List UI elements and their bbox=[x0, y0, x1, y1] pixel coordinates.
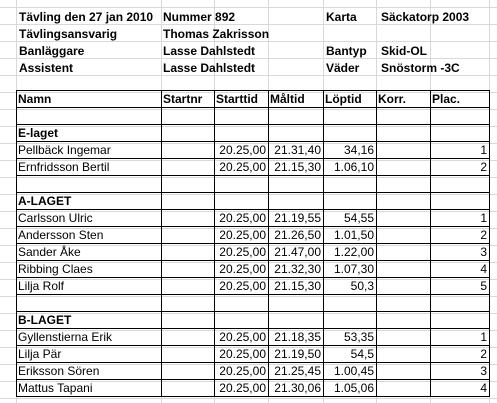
table-cell-correction[interactable] bbox=[378, 227, 428, 243]
table-border-column bbox=[16, 362, 17, 379]
table-cell-starttime[interactable]: 20.25,00 bbox=[219, 245, 266, 259]
table-border-column bbox=[214, 328, 215, 345]
table-border-column bbox=[214, 141, 215, 158]
assistant-label[interactable]: Assistent bbox=[19, 61, 74, 75]
table-border-column bbox=[268, 311, 269, 328]
table-border-column bbox=[16, 107, 17, 124]
table-border-column bbox=[323, 107, 324, 124]
table-border-column bbox=[376, 175, 377, 192]
table-border-column bbox=[268, 362, 269, 379]
table-cell-finishtime[interactable]: 21.32,30 bbox=[274, 262, 321, 276]
table-border-column bbox=[268, 345, 269, 362]
table-border-column bbox=[268, 294, 269, 311]
table-border-row bbox=[16, 107, 490, 108]
table-border-column bbox=[323, 158, 324, 175]
table-border-column bbox=[489, 311, 490, 328]
table-border-column bbox=[376, 362, 377, 379]
table-border-column bbox=[323, 260, 324, 277]
table-cell-startnr[interactable] bbox=[163, 244, 212, 260]
table-border-column bbox=[376, 345, 377, 362]
table-cell-finishtime[interactable]: 21.26,50 bbox=[274, 228, 321, 242]
table-border-column bbox=[430, 294, 431, 311]
table-border-column bbox=[161, 124, 162, 141]
table-cell-runtime[interactable]: 1.05,06 bbox=[333, 381, 374, 395]
table-border-column bbox=[376, 107, 377, 124]
table-border-column bbox=[161, 277, 162, 294]
table-cell-correction[interactable] bbox=[378, 278, 428, 294]
table-cell-correction[interactable] bbox=[378, 329, 428, 345]
table-border-column bbox=[489, 90, 490, 107]
table-border-column bbox=[16, 124, 17, 141]
table-border-column bbox=[430, 362, 431, 379]
table-border-column bbox=[376, 158, 377, 175]
table-cell-name[interactable]: Andersson Sten bbox=[18, 228, 104, 242]
table-border-column bbox=[323, 345, 324, 362]
table-border-column bbox=[161, 379, 162, 396]
table-border-column bbox=[376, 328, 377, 345]
table-border-column bbox=[161, 107, 162, 124]
table-cell-finishtime[interactable]: 21.15,30 bbox=[274, 279, 321, 293]
table-border-column bbox=[16, 277, 17, 294]
table-border-column bbox=[489, 141, 490, 158]
table-border-column bbox=[430, 379, 431, 396]
table-border-column bbox=[214, 345, 215, 362]
table-border-column bbox=[430, 345, 431, 362]
table-border-column bbox=[161, 192, 162, 209]
table-border-column bbox=[16, 294, 17, 311]
table-border-column bbox=[214, 243, 215, 260]
table-cell-starttime[interactable]: 20.25,00 bbox=[219, 381, 266, 395]
table-border-column bbox=[489, 379, 490, 396]
table-cell-name[interactable]: Pellbäck Ingemar bbox=[18, 143, 111, 157]
column-header-placement[interactable]: Plac. bbox=[432, 92, 461, 106]
table-border-column bbox=[323, 277, 324, 294]
course-type-label[interactable]: Bantyp bbox=[326, 44, 367, 58]
table-border-column bbox=[161, 260, 162, 277]
table-cell-startnr[interactable] bbox=[163, 329, 212, 345]
table-border-column bbox=[214, 294, 215, 311]
table-cell-correction[interactable] bbox=[378, 244, 428, 260]
table-border-column bbox=[268, 124, 269, 141]
table-border-column bbox=[268, 107, 269, 124]
table-border-column bbox=[214, 209, 215, 226]
table-border-column bbox=[376, 226, 377, 243]
table-border-column bbox=[161, 209, 162, 226]
table-border-column bbox=[489, 175, 490, 192]
table-border-column bbox=[16, 379, 17, 396]
table-border-column bbox=[430, 311, 431, 328]
table-cell-startnr[interactable] bbox=[163, 159, 212, 175]
group-heading[interactable]: A-LAGET bbox=[18, 194, 72, 208]
table-cell-name[interactable]: Mattus Tapani bbox=[18, 381, 93, 395]
table-border-column bbox=[489, 294, 490, 311]
table-cell-finishtime[interactable]: 21.30,06 bbox=[274, 381, 321, 395]
weather-value[interactable]: Snöstorm -3C bbox=[381, 61, 460, 75]
table-cell-correction[interactable] bbox=[378, 159, 428, 175]
table-cell-placement[interactable]: 3 bbox=[480, 245, 487, 259]
table-border-column bbox=[489, 226, 490, 243]
table-cell-runtime[interactable]: 53,35 bbox=[343, 330, 374, 344]
table-border-column bbox=[268, 141, 269, 158]
table-border-row bbox=[16, 175, 490, 176]
table-cell-placement[interactable]: 1 bbox=[480, 143, 487, 157]
table-border-column bbox=[323, 294, 324, 311]
table-cell-starttime[interactable]: 20.25,00 bbox=[219, 160, 266, 174]
table-cell-finishtime[interactable]: 21.19,50 bbox=[274, 347, 321, 361]
table-cell-placement[interactable]: 1 bbox=[480, 330, 487, 344]
table-border-column bbox=[16, 158, 17, 175]
table-cell-starttime[interactable]: 20.25,00 bbox=[219, 347, 266, 361]
table-cell-placement[interactable]: 2 bbox=[480, 228, 487, 242]
table-border-column bbox=[161, 345, 162, 362]
table-border-column bbox=[16, 260, 17, 277]
table-cell-runtime[interactable]: 34,16 bbox=[343, 143, 374, 157]
table-border-column bbox=[16, 90, 17, 107]
table-border-column bbox=[214, 277, 215, 294]
table-cell-placement[interactable]: 4 bbox=[480, 381, 487, 395]
table-border-column bbox=[161, 328, 162, 345]
table-border-column bbox=[161, 141, 162, 158]
table-cell-starttime[interactable]: 20.25,00 bbox=[219, 211, 266, 225]
column-header-name[interactable]: Namn bbox=[18, 92, 52, 106]
competition-date[interactable]: Tävling den 27 jan 2010 bbox=[19, 10, 154, 24]
table-border-column bbox=[268, 158, 269, 175]
table-border-column bbox=[430, 175, 431, 192]
table-border-column bbox=[323, 141, 324, 158]
table-border-column bbox=[214, 192, 215, 209]
table-cell-runtime[interactable]: 50,3 bbox=[350, 279, 374, 293]
table-border-column bbox=[268, 277, 269, 294]
table-border-column bbox=[16, 345, 17, 362]
gridline-row bbox=[0, 296, 497, 297]
table-cell-placement[interactable]: 1 bbox=[480, 211, 487, 225]
table-border-column bbox=[268, 243, 269, 260]
table-border-column bbox=[161, 90, 162, 107]
table-cell-startnr[interactable] bbox=[163, 261, 212, 277]
table-border-column bbox=[376, 243, 377, 260]
table-cell-name[interactable]: Ernfridsson Bertil bbox=[18, 160, 110, 174]
table-border-column bbox=[268, 209, 269, 226]
table-border-column bbox=[489, 345, 490, 362]
table-cell-startnr[interactable] bbox=[163, 346, 212, 362]
table-border-column bbox=[376, 192, 377, 209]
table-cell-finishtime[interactable]: 21.25,45 bbox=[274, 364, 321, 378]
table-cell-runtime[interactable]: 1.22,00 bbox=[333, 245, 374, 259]
table-cell-name[interactable]: Lilja Rolf bbox=[18, 279, 65, 293]
table-cell-starttime[interactable]: 20.25,00 bbox=[219, 330, 266, 344]
table-cell-placement[interactable]: 3 bbox=[480, 364, 487, 378]
table-cell-starttime[interactable]: 20.25,00 bbox=[219, 262, 266, 276]
competition-number[interactable]: Nummer 892 bbox=[163, 10, 236, 24]
responsible-label[interactable]: Tävlingsansvarig bbox=[19, 27, 118, 41]
table-border-column bbox=[376, 379, 377, 396]
table-cell-name[interactable]: Ribbing Claes bbox=[18, 262, 93, 276]
table-cell-name[interactable]: Carlsson Ulric bbox=[18, 211, 93, 225]
group-heading[interactable]: E-laget bbox=[18, 126, 59, 140]
table-border-column bbox=[376, 141, 377, 158]
column-header-correction[interactable]: Korr. bbox=[378, 92, 407, 106]
table-border-column bbox=[489, 192, 490, 209]
table-border-column bbox=[268, 226, 269, 243]
table-border-column bbox=[268, 260, 269, 277]
table-border-column bbox=[214, 107, 215, 124]
table-border-column bbox=[376, 260, 377, 277]
table-border-column bbox=[489, 277, 490, 294]
table-cell-placement[interactable]: 5 bbox=[480, 279, 487, 293]
table-border-column bbox=[323, 328, 324, 345]
table-border-column bbox=[16, 243, 17, 260]
table-cell-placement[interactable]: 4 bbox=[480, 262, 487, 276]
table-border-column bbox=[430, 243, 431, 260]
map-value[interactable]: Säckatorp 2003 bbox=[381, 10, 470, 24]
table-cell-runtime[interactable]: 1.06,10 bbox=[333, 160, 374, 174]
table-border-column bbox=[161, 362, 162, 379]
table-border-column bbox=[16, 192, 17, 209]
table-border-column bbox=[489, 158, 490, 175]
table-border-column bbox=[489, 243, 490, 260]
table-border-column bbox=[268, 175, 269, 192]
table-cell-name[interactable]: Lilja Pär bbox=[18, 347, 62, 361]
table-border-column bbox=[323, 362, 324, 379]
table-cell-correction[interactable] bbox=[378, 210, 428, 226]
table-border-column bbox=[430, 192, 431, 209]
table-cell-name[interactable]: Sander Åke bbox=[18, 245, 81, 259]
gridline-row bbox=[0, 398, 497, 399]
course-setter-value[interactable]: Lasse Dahlstedt bbox=[163, 44, 256, 58]
table-cell-correction[interactable] bbox=[378, 261, 428, 277]
weather-label[interactable]: Väder bbox=[326, 61, 360, 75]
table-border-column bbox=[16, 226, 17, 243]
table-border-column bbox=[323, 226, 324, 243]
table-border-column bbox=[376, 277, 377, 294]
assistant-value[interactable]: Lasse Dahlstedt bbox=[163, 61, 256, 75]
table-border-column bbox=[376, 209, 377, 226]
table-border-column bbox=[323, 90, 324, 107]
table-border-row bbox=[16, 396, 490, 397]
table-cell-runtime[interactable]: 1.07,30 bbox=[333, 262, 374, 276]
table-border-column bbox=[16, 141, 17, 158]
table-cell-starttime[interactable]: 20.25,00 bbox=[219, 143, 266, 157]
table-border-column bbox=[268, 192, 269, 209]
map-label[interactable]: Karta bbox=[326, 10, 357, 24]
table-cell-starttime[interactable]: 20.25,00 bbox=[219, 279, 266, 293]
table-border-column bbox=[214, 260, 215, 277]
table-cell-correction[interactable] bbox=[378, 363, 428, 379]
table-border-row bbox=[16, 294, 490, 295]
table-cell-finishtime[interactable]: 21.19,55 bbox=[274, 211, 321, 225]
gridline-row bbox=[0, 177, 497, 178]
table-cell-runtime[interactable]: 1.00,45 bbox=[333, 364, 374, 378]
table-cell-correction[interactable] bbox=[378, 346, 428, 362]
table-border-column bbox=[16, 328, 17, 345]
table-border-column bbox=[214, 226, 215, 243]
table-border-column bbox=[489, 209, 490, 226]
table-cell-startnr[interactable] bbox=[163, 380, 212, 396]
table-border-column bbox=[376, 124, 377, 141]
table-border-column bbox=[16, 209, 17, 226]
table-border-column bbox=[268, 90, 269, 107]
column-header-startnr[interactable]: Startnr bbox=[163, 92, 203, 106]
responsible-value[interactable]: Thomas Zakrisson bbox=[163, 27, 270, 41]
table-cell-startnr[interactable] bbox=[163, 363, 212, 379]
table-cell-runtime[interactable]: 54,5 bbox=[350, 347, 374, 361]
table-cell-finishtime[interactable]: 21.47,00 bbox=[274, 245, 321, 259]
table-border-column bbox=[161, 175, 162, 192]
group-heading[interactable]: B-LAGET bbox=[18, 313, 72, 327]
column-header-finishtime[interactable]: Måltid bbox=[270, 92, 305, 106]
table-border-column bbox=[214, 90, 215, 107]
table-border-column bbox=[323, 175, 324, 192]
table-border-column bbox=[214, 124, 215, 141]
table-cell-startnr[interactable] bbox=[163, 210, 212, 226]
table-cell-runtime[interactable]: 1.01,50 bbox=[333, 228, 374, 242]
table-cell-startnr[interactable] bbox=[163, 142, 212, 158]
table-cell-finishtime[interactable]: 21.15,30 bbox=[274, 160, 321, 174]
table-cell-starttime[interactable]: 20.25,00 bbox=[219, 228, 266, 242]
table-border-column bbox=[376, 311, 377, 328]
table-border-column bbox=[489, 362, 490, 379]
table-border-column bbox=[161, 226, 162, 243]
table-cell-correction[interactable] bbox=[378, 142, 428, 158]
table-cell-startnr[interactable] bbox=[163, 227, 212, 243]
gridline-row bbox=[0, 109, 497, 110]
table-border-column bbox=[323, 243, 324, 260]
table-cell-name[interactable]: Eriksson Sören bbox=[18, 364, 100, 378]
table-cell-placement[interactable]: 2 bbox=[480, 347, 487, 361]
table-cell-starttime[interactable]: 20.25,00 bbox=[219, 364, 266, 378]
table-border-column bbox=[323, 311, 324, 328]
table-border-column bbox=[214, 158, 215, 175]
table-border-column bbox=[430, 90, 431, 107]
table-border-column bbox=[489, 124, 490, 141]
table-border-column bbox=[268, 328, 269, 345]
table-border-column bbox=[489, 328, 490, 345]
table-border-column bbox=[430, 141, 431, 158]
table-border-column bbox=[430, 107, 431, 124]
table-cell-name[interactable]: Gyllenstierna Erik bbox=[18, 330, 113, 344]
table-border-column bbox=[214, 362, 215, 379]
table-border-column bbox=[323, 124, 324, 141]
table-border-column bbox=[376, 90, 377, 107]
course-type-value[interactable]: Skid-OL bbox=[381, 44, 428, 58]
table-border-column bbox=[268, 379, 269, 396]
table-border-column bbox=[489, 260, 490, 277]
table-border-column bbox=[323, 192, 324, 209]
column-header-starttime[interactable]: Starttid bbox=[216, 92, 258, 106]
table-cell-startnr[interactable] bbox=[163, 278, 212, 294]
course-setter-label[interactable]: Banläggare bbox=[19, 44, 85, 58]
table-border-column bbox=[323, 209, 324, 226]
table-border-column bbox=[376, 294, 377, 311]
table-border-column bbox=[323, 379, 324, 396]
table-border-column bbox=[489, 107, 490, 124]
table-border-column bbox=[430, 277, 431, 294]
table-border-column bbox=[430, 328, 431, 345]
table-border-column bbox=[16, 175, 17, 192]
table-cell-finishtime[interactable]: 21.18,35 bbox=[274, 330, 321, 344]
table-border-column bbox=[430, 158, 431, 175]
column-header-runtime[interactable]: Löptid bbox=[325, 92, 362, 106]
table-border-column bbox=[430, 209, 431, 226]
table-border-column bbox=[16, 311, 17, 328]
table-border-column bbox=[161, 243, 162, 260]
table-border-column bbox=[161, 294, 162, 311]
table-cell-correction[interactable] bbox=[378, 380, 428, 396]
table-cell-placement[interactable]: 2 bbox=[480, 160, 487, 174]
table-border-column bbox=[161, 311, 162, 328]
table-border-column bbox=[161, 158, 162, 175]
gridline-row bbox=[0, 7, 497, 8]
table-cell-runtime[interactable]: 54,55 bbox=[343, 211, 374, 225]
table-border-column bbox=[214, 379, 215, 396]
table-border-column bbox=[214, 175, 215, 192]
table-border-column bbox=[430, 124, 431, 141]
table-border-column bbox=[214, 311, 215, 328]
table-border-column bbox=[430, 260, 431, 277]
table-cell-finishtime[interactable]: 21.31,40 bbox=[274, 143, 321, 157]
table-border-column bbox=[430, 226, 431, 243]
